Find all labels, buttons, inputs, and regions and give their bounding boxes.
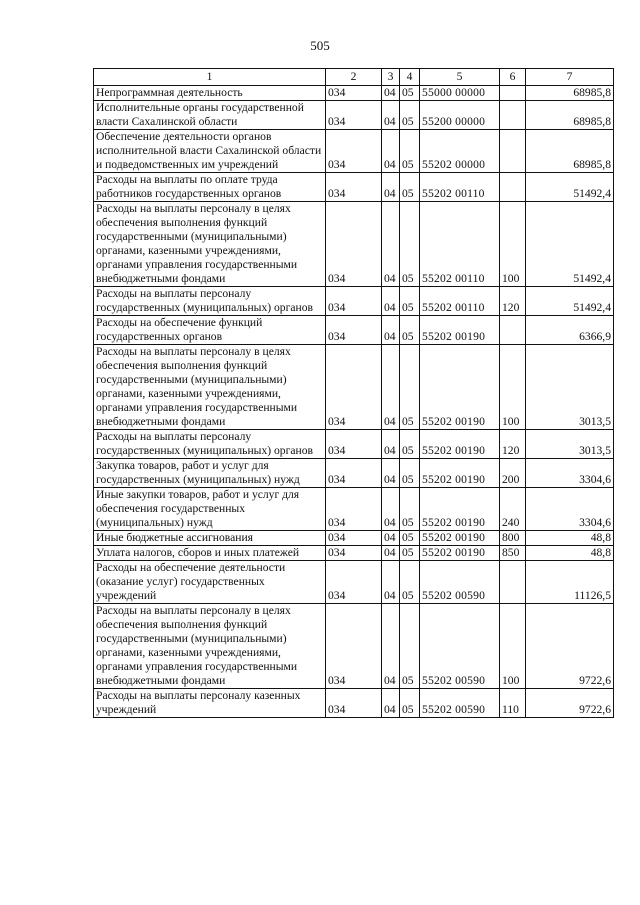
- subsection-code-cell: 05: [400, 604, 420, 689]
- ministry-code-cell: 034: [326, 86, 382, 101]
- subsection-code-cell: 05: [400, 531, 420, 546]
- target-article-cell: 55202 00190: [420, 531, 500, 546]
- header-cell: 2: [326, 69, 382, 86]
- target-article-cell: 55202 00000: [420, 130, 500, 173]
- header-cell: 1: [94, 69, 326, 86]
- subsection-code-cell: 05: [400, 86, 420, 101]
- section-code-cell: 04: [382, 287, 400, 316]
- header-cell: 6: [500, 69, 526, 86]
- budget-table: [93, 68, 614, 718]
- subsection-code-cell: 05: [400, 430, 420, 459]
- target-article-cell: 55202 00190: [420, 488, 500, 531]
- amount-cell: 48,8: [526, 531, 614, 546]
- expense-type-cell: [500, 101, 526, 130]
- table-row: [94, 459, 614, 488]
- target-article-cell: 55202 00190: [420, 459, 500, 488]
- expense-type-cell: 120: [500, 430, 526, 459]
- expense-type-cell: 200: [500, 459, 526, 488]
- amount-cell: 9722,6: [526, 604, 614, 689]
- row-name-cell: Расходы на выплаты персоналу государственных (муниципальных) органов: [94, 287, 326, 316]
- subsection-code-cell: 05: [400, 173, 420, 202]
- amount-cell: 11126,5: [526, 561, 614, 604]
- expense-type-cell: 100: [500, 345, 526, 430]
- target-article-cell: 55202 00590: [420, 689, 500, 718]
- ministry-code-cell: 034: [326, 101, 382, 130]
- subsection-code-cell: 05: [400, 130, 420, 173]
- section-code-cell: 04: [382, 488, 400, 531]
- section-code-cell: 04: [382, 173, 400, 202]
- section-code-cell: 04: [382, 689, 400, 718]
- table-row: [94, 546, 614, 561]
- expense-type-cell: 800: [500, 531, 526, 546]
- subsection-code-cell: 05: [400, 459, 420, 488]
- row-name-cell: Непрограммная деятельность: [94, 86, 326, 101]
- table-row: [94, 345, 614, 430]
- expense-type-cell: [500, 316, 526, 345]
- row-name-cell: Расходы на выплаты персоналу государственных (муниципальных) органов: [94, 430, 326, 459]
- row-name-cell: Закупка товаров, работ и услуг для государственных (муниципальных) нужд: [94, 459, 326, 488]
- ministry-code-cell: 034: [326, 488, 382, 531]
- ministry-code-cell: 034: [326, 604, 382, 689]
- section-code-cell: 04: [382, 531, 400, 546]
- target-article-cell: 55202 00190: [420, 430, 500, 459]
- row-name-cell: Обеспечение деятельности органов исполнительной власти Сахалинской области и подведомственных им учреждений: [94, 130, 326, 173]
- amount-cell: 6366,9: [526, 316, 614, 345]
- target-article-cell: 55202 00190: [420, 316, 500, 345]
- table-row: [94, 561, 614, 604]
- ministry-code-cell: 034: [326, 173, 382, 202]
- header-cell: 7: [526, 69, 614, 86]
- expense-type-cell: [500, 173, 526, 202]
- page-number: 505: [310, 38, 330, 53]
- section-code-cell: 04: [382, 345, 400, 430]
- expense-type-cell: [500, 130, 526, 173]
- target-article-cell: 55202 00190: [420, 546, 500, 561]
- table-row: [94, 101, 614, 130]
- target-article-cell: 55202 00590: [420, 604, 500, 689]
- table-row: [94, 531, 614, 546]
- header-cell: 5: [420, 69, 500, 86]
- subsection-code-cell: 05: [400, 202, 420, 287]
- amount-cell: 51492,4: [526, 173, 614, 202]
- table-row: [94, 202, 614, 287]
- header-row: [94, 69, 614, 86]
- section-code-cell: 04: [382, 430, 400, 459]
- amount-cell: 68985,8: [526, 101, 614, 130]
- amount-cell: 68985,8: [526, 130, 614, 173]
- subsection-code-cell: 05: [400, 561, 420, 604]
- expense-type-cell: 850: [500, 546, 526, 561]
- ministry-code-cell: 034: [326, 287, 382, 316]
- target-article-cell: 55202 00110: [420, 202, 500, 287]
- header-cell: 4: [400, 69, 420, 86]
- subsection-code-cell: 05: [400, 689, 420, 718]
- section-code-cell: 04: [382, 316, 400, 345]
- expense-type-cell: 240: [500, 488, 526, 531]
- header-cell: 3: [382, 69, 400, 86]
- row-name-cell: Расходы на выплаты по оплате труда работников государственных органов: [94, 173, 326, 202]
- expense-type-cell: 100: [500, 202, 526, 287]
- amount-cell: 48,8: [526, 546, 614, 561]
- amount-cell: 51492,4: [526, 287, 614, 316]
- target-article-cell: 55000 00000: [420, 86, 500, 101]
- row-name-cell: Расходы на выплаты персоналу в целях обеспечения выполнения функций государственными (муниципальными) органами, казенными учреждениями, органами управления государственными внебюджетными фондами: [94, 202, 326, 287]
- row-name-cell: Уплата налогов, сборов и иных платежей: [94, 546, 326, 561]
- section-code-cell: 04: [382, 101, 400, 130]
- target-article-cell: 55202 00110: [420, 173, 500, 202]
- target-article-cell: 55202 00590: [420, 561, 500, 604]
- target-article-cell: 55200 00000: [420, 101, 500, 130]
- section-code-cell: 04: [382, 561, 400, 604]
- section-code-cell: 04: [382, 202, 400, 287]
- row-name-cell: Расходы на обеспечение деятельности (оказание услуг) государственных учреждений: [94, 561, 326, 604]
- row-name-cell: Расходы на выплаты персоналу казенных учреждений: [94, 689, 326, 718]
- section-code-cell: 04: [382, 459, 400, 488]
- amount-cell: 3013,5: [526, 345, 614, 430]
- section-code-cell: 04: [382, 86, 400, 101]
- ministry-code-cell: 034: [326, 202, 382, 287]
- subsection-code-cell: 05: [400, 316, 420, 345]
- table-row: [94, 173, 614, 202]
- row-name-cell: Расходы на выплаты персоналу в целях обеспечения выполнения функций государственными (муниципальными) органами, казенными учреждениями, органами управления государственными внебюджетными фондами: [94, 604, 326, 689]
- amount-cell: 9722,6: [526, 689, 614, 718]
- table-row: [94, 130, 614, 173]
- target-article-cell: 55202 00190: [420, 345, 500, 430]
- table-row: [94, 86, 614, 101]
- ministry-code-cell: 034: [326, 316, 382, 345]
- expense-type-cell: 100: [500, 604, 526, 689]
- ministry-code-cell: 034: [326, 546, 382, 561]
- row-name-cell: Исполнительные органы государственной власти Сахалинской области: [94, 101, 326, 130]
- amount-cell: 68985,8: [526, 86, 614, 101]
- subsection-code-cell: 05: [400, 488, 420, 531]
- row-name-cell: Расходы на обеспечение функций государственных органов: [94, 316, 326, 345]
- ministry-code-cell: 034: [326, 430, 382, 459]
- table-row: [94, 430, 614, 459]
- table-row: [94, 488, 614, 531]
- subsection-code-cell: 05: [400, 345, 420, 430]
- ministry-code-cell: 034: [326, 531, 382, 546]
- subsection-code-cell: 05: [400, 546, 420, 561]
- section-code-cell: 04: [382, 546, 400, 561]
- ministry-code-cell: 034: [326, 561, 382, 604]
- row-name-cell: Иные бюджетные ассигнования: [94, 531, 326, 546]
- ministry-code-cell: 034: [326, 345, 382, 430]
- expense-type-cell: [500, 561, 526, 604]
- subsection-code-cell: 05: [400, 101, 420, 130]
- amount-cell: 3304,6: [526, 488, 614, 531]
- amount-cell: 51492,4: [526, 202, 614, 287]
- subsection-code-cell: 05: [400, 287, 420, 316]
- table-row: [94, 689, 614, 718]
- amount-cell: 3013,5: [526, 430, 614, 459]
- target-article-cell: 55202 00110: [420, 287, 500, 316]
- ministry-code-cell: 034: [326, 689, 382, 718]
- row-name-cell: Иные закупки товаров, работ и услуг для обеспечения государственных (муниципальных) нужд: [94, 488, 326, 531]
- expense-type-cell: 120: [500, 287, 526, 316]
- amount-cell: 3304,6: [526, 459, 614, 488]
- ministry-code-cell: 034: [326, 130, 382, 173]
- table-row: [94, 287, 614, 316]
- ministry-code-cell: 034: [326, 459, 382, 488]
- table-row: [94, 604, 614, 689]
- row-name-cell: Расходы на выплаты персоналу в целях обеспечения выполнения функций государственными (муниципальными) органами, казенными учреждениями, органами управления государственными внебюджетными фондами: [94, 345, 326, 430]
- table-row: [94, 316, 614, 345]
- section-code-cell: 04: [382, 604, 400, 689]
- expense-type-cell: [500, 86, 526, 101]
- expense-type-cell: 110: [500, 689, 526, 718]
- section-code-cell: 04: [382, 130, 400, 173]
